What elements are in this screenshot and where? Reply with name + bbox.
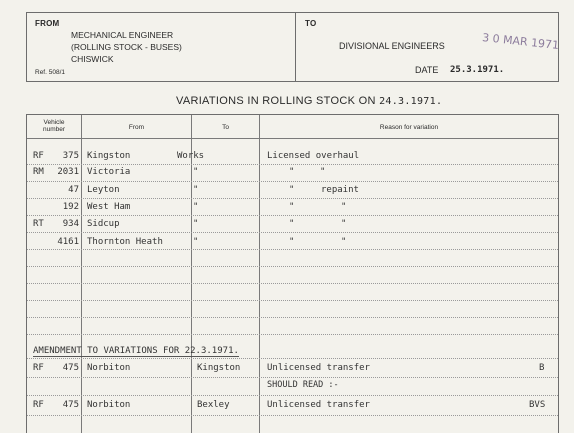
header-divider	[295, 13, 296, 81]
column-divider	[81, 115, 82, 433]
variations-table	[26, 114, 559, 433]
row-prefix: RF	[33, 400, 44, 410]
row-from: Kingston	[87, 151, 131, 161]
row-ditto: "	[320, 167, 326, 177]
row-rule	[27, 215, 558, 216]
row-to: Works	[177, 151, 205, 161]
row-from: Norbiton	[87, 363, 131, 373]
title-text: VARIATIONS IN ROLLING STOCK ON	[176, 95, 376, 107]
row-rule	[27, 266, 558, 267]
row-to: "	[193, 167, 199, 177]
page-title	[176, 95, 442, 107]
row-from: Norbiton	[87, 400, 131, 410]
row-ditto: "	[341, 219, 347, 229]
row-from: Thornton Heath	[87, 237, 163, 247]
row-code: B	[539, 363, 545, 373]
column-divider	[259, 115, 260, 433]
row-rule	[27, 232, 558, 233]
row-from: Victoria	[87, 167, 131, 177]
row-number: 934	[62, 219, 79, 229]
col-header-to: To	[222, 124, 229, 131]
reference-number: Ref. 508/1	[35, 69, 65, 76]
row-to: Kingston	[197, 363, 241, 373]
row-prefix: RF	[33, 151, 44, 161]
amendment-heading: AMENDMENT TO VARIATIONS FOR 22.3.1971.	[33, 346, 239, 356]
row-number: 475	[62, 400, 79, 410]
row-from: Leyton	[87, 185, 120, 195]
col-header-vehicle-line1: Vehicle	[43, 119, 65, 126]
row-to: "	[193, 185, 199, 195]
from-line-2: (ROLLING STOCK - BUSES)	[71, 42, 182, 52]
row-rule	[27, 415, 558, 416]
to-label: TO	[305, 19, 317, 28]
row-rule	[27, 249, 558, 250]
row-number: 475	[62, 363, 79, 373]
row-rule	[27, 283, 558, 284]
row-reason: Unlicensed transfer	[267, 400, 370, 410]
row-rule	[27, 395, 558, 396]
row-rule	[27, 334, 558, 335]
from-line-3: CHISWICK	[71, 54, 114, 64]
column-divider	[191, 115, 192, 433]
header-rule	[27, 138, 558, 139]
row-ditto: "	[289, 219, 295, 229]
row-to: "	[193, 219, 199, 229]
row-to: "	[193, 202, 199, 212]
row-reason: SHOULD READ :-	[267, 380, 339, 390]
row-rule	[27, 300, 558, 301]
row-rule	[27, 358, 558, 359]
row-code: BVS	[529, 400, 546, 410]
col-header-reason: Reason for variation	[379, 124, 439, 131]
row-rule	[27, 317, 558, 318]
col-header-vehicle-line2: number	[42, 126, 66, 133]
row-number: 2031	[57, 167, 79, 177]
col-header-from: From	[128, 124, 145, 131]
to-recipient: DIVISIONAL ENGINEERS	[339, 41, 445, 51]
row-rule	[27, 164, 558, 165]
row-from: Sidcup	[87, 219, 120, 229]
row-number: 47	[68, 185, 79, 195]
row-to: "	[193, 237, 199, 247]
row-reason: Licensed overhaul	[267, 151, 360, 161]
row-to: Bexley	[197, 400, 230, 410]
from-line-1: MECHANICAL ENGINEER	[71, 30, 174, 40]
col-header-vehicle	[27, 119, 81, 133]
row-rule	[27, 181, 558, 182]
row-rule	[27, 377, 558, 378]
row-number: 4161	[57, 237, 79, 247]
row-number: 192	[62, 202, 79, 212]
row-ditto: "	[289, 167, 295, 177]
row-from: West Ham	[87, 202, 131, 212]
row-prefix: RF	[33, 363, 44, 373]
memo-header	[26, 12, 559, 82]
row-ditto: "	[289, 237, 295, 247]
date-value: 25.3.1971.	[450, 65, 505, 75]
from-label: FROM	[35, 19, 60, 28]
row-ditto: "	[289, 185, 295, 195]
row-ditto: "	[341, 202, 347, 212]
row-prefix: RM	[33, 167, 44, 177]
date-stamp: 3 0 MAR 1971	[481, 31, 560, 52]
row-reason: repaint	[321, 185, 359, 195]
row-ditto: "	[289, 202, 295, 212]
row-number: 375	[62, 151, 79, 161]
row-reason: Unlicensed transfer	[267, 363, 370, 373]
date-label: DATE	[415, 65, 439, 75]
title-date: 24.3.1971.	[379, 96, 443, 107]
row-ditto: "	[341, 237, 347, 247]
row-prefix: RT	[33, 219, 44, 229]
row-rule	[27, 198, 558, 199]
